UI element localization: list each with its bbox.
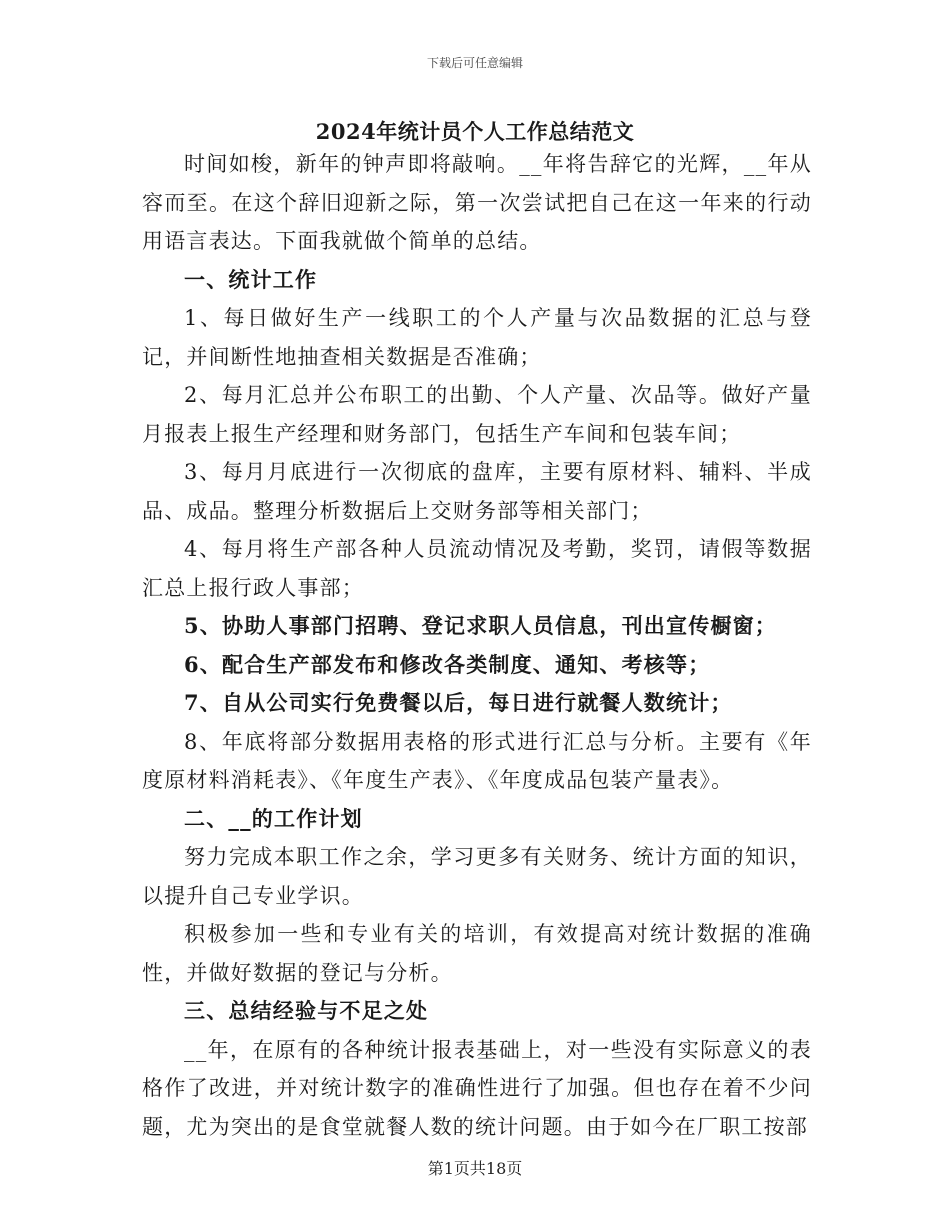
list-item: 2、每月汇总并公布职工的出勤、个人产量、次品等。做好产量月报表上报生产经理和财务部门，包括生产车间和包装车间； — [142, 383, 812, 446]
list-item: 7、自从公司实行免费餐以后，每日进行就餐人数统计； — [184, 690, 733, 715]
list-item: 6、配合生产部发布和修改各类制度、通知、考核等； — [184, 651, 711, 677]
list-item: 1、每日做好生产一线职工的个人产量与次品数据的汇总与登记，并间断性地抽查相关数据是否准确； — [142, 306, 812, 369]
list-item: 3、每月月底进行一次彻底的盘库，主要有原材料、辅料、半成品、成品。整理分析数据后上交财务部等相关部门； — [142, 460, 812, 523]
list-item: 8、年底将部分数据用表格的形式进行汇总与分析。主要有《年度原材料消耗表》、《年度生产表》、《年度成品包装产量表》。 — [142, 729, 812, 792]
list-item: 5、协助人事部门招聘、登记求职人员信息，刊出宣传橱窗； — [184, 613, 778, 638]
section-heading-plan: 二、__的工作计划 — [184, 805, 363, 831]
section-heading-statistics: 一、统计工作 — [184, 266, 318, 292]
document-title: 2024年统计员个人工作总结范文 — [315, 119, 635, 144]
header-note: 下载后可任意编辑 — [426, 56, 523, 70]
paragraph: __年，在原有的各种统计报表基础上，对一些没有实际意义的表格作了改进，并对统计数字的准确性进行了加强。但也存在着不少问题，尤为突出的是食堂就餐人数的统计问题。由于如今在厂职工按部 — [142, 1037, 812, 1139]
page-number: 第1页共18页 — [427, 1159, 523, 1178]
document-body — [142, 145, 812, 1146]
section-heading-summary: 三、总结经验与不足之处 — [184, 998, 429, 1023]
paragraph: 积极参加一些和专业有关的培训，有效提高对统计数据的准确性，并做好数据的登记与分析。 — [142, 922, 812, 985]
list-item: 4、每月将生产部各种人员流动情况及考勤，奖罚，请假等数据汇总上报行政人事部； — [142, 537, 812, 600]
paragraph: 努力完成本职工作之余，学习更多有关财务、统计方面的知识，以提升自己专业学识。 — [142, 845, 812, 908]
paragraph-intro: 时间如梭，新年的钟声即将敲响。__年将告辞它的光辉，__年从容而至。在这个辞旧迎新之际，第一次尝试把自己在这一年来的行动用语言表达。下面我就做个简单的总结。 — [142, 152, 812, 253]
